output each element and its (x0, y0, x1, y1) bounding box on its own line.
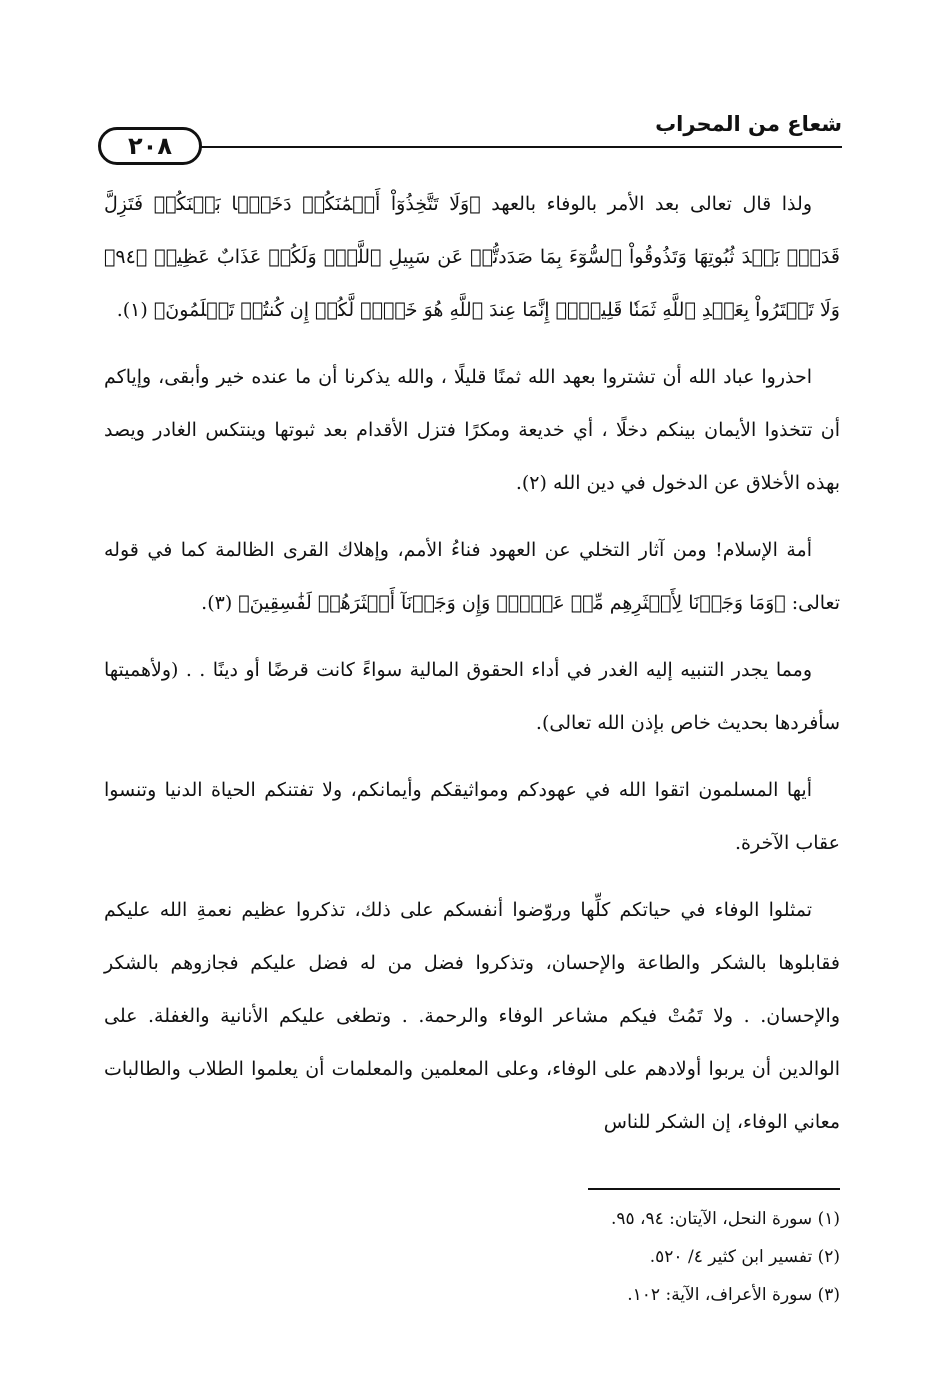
paragraph-6: تمثلوا الوفاء في حياتكم كلِّها وروّضوا أنفسكم على ذلك، تذكروا عظيم نعمةِ الله عليكم فقابلوها بالشكر والطاعة والإحسان، وتذكروا فضل من له فضل عليكم فجازوهم بالشكر والإحسان. . ولا تَمُتْ فيكم مشاعر الوفاء والرحمة. . وتطغى عليكم الأنانية والغفلة. على الوالدين أن يربوا أولادهم على الوفاء، وعلى المعلمين والمعلمات أن يعلموا الطلاب والطالبات معاني الوفاء، إن الشكر للناس (104, 899, 840, 1133)
paragraph-4: ومما يجدر التنبيه إليه الغدر في أداء الحقوق المالية سواءً كانت قرضًا أو دينًا . . (ولأهميتها سأفردها بحديث خاص بإذن الله تعالى). (104, 659, 840, 734)
main-text (104, 178, 840, 1163)
header-divider (100, 146, 842, 148)
running-header-title: شعاع من المحراب (655, 112, 842, 136)
footnotes (340, 1200, 840, 1314)
page-number: ٢٠٨ (98, 127, 202, 165)
paragraph-3: أمة الإسلام! ومن آثار التخلي عن العهود فناءُ الأمم، وإهلاك القرى الظالمة كما في قوله تعالى: ﴿وَمَا وَجَدۡنَا لِأَكۡثَرِهِم مِّنۡ عَهۡدٖۖ وَإِن وَجَدۡنَآ أَكۡثَرَهُمۡ لَفَٰسِقِينَ﴾ (٣). (104, 539, 840, 614)
footnote-3: (٣) سورة الأعراف، الآية: ١٠٢. (627, 1285, 840, 1305)
footnote-2: (٢) تفسير ابن كثير ٤/ ٥٢٠. (649, 1247, 840, 1267)
paragraph-5: أيها المسلمون اتقوا الله في عهودكم ومواثيقكم وأيمانكم، ولا تفتنكم الحياة الدنيا وتنسوا عقاب الآخرة. (104, 779, 840, 854)
footnote-1: (١) سورة النحل، الآيتان: ٩٤، ٩٥. (610, 1209, 840, 1229)
paragraph-2: احذروا عباد الله أن تشتروا بعهد الله ثمنًا قليلًا ، والله يذكرنا أن ما عنده خير وأبقى، وإياكم أن تتخذوا الأيمان بينكم دخلًا ، أي خديعة ومكرًا فتزل الأقدام بعد ثبوتها وينتكس الغادر ويصد بهذه الأخلاق عن الدخول في دين الله (٢). (104, 366, 840, 494)
footnote-divider (588, 1188, 840, 1190)
paragraph-1: ولذا قال تعالى بعد الأمر بالوفاء بالعهد ﴿وَلَا تَتَّخِذُوٓاْ أَيۡمَٰنَكُمۡ دَخَلَۢا بَيۡنَكُمۡ فَتَزِلَّ قَدَمُۢ بَعۡدَ ثُبُوتِهَا وَتَذُوقُواْ ٱلسُّوٓءَ بِمَا صَدَدتُّمۡ عَن سَبِيلِ ٱللَّهِۖ وَلَكُمۡ عَذَابٌ عَظِيمٞ ﴿٩٤﴾ وَلَا تَشۡتَرُواْ بِعَهۡدِ ٱللَّهِ ثَمَنٗا قَلِيلًاۚ إِنَّمَا عِندَ ٱللَّهِ هُوَ خَيۡرٞ لَّكُمۡ إِن كُنتُمۡ تَعۡلَمُونَ﴾ (١). (104, 193, 840, 321)
